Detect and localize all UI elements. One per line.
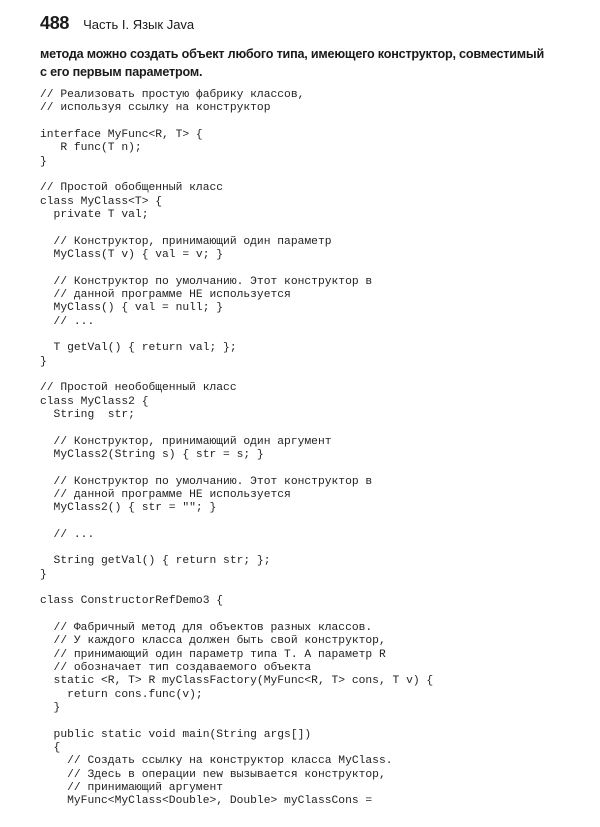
code-line: // принимающий аргумент <box>40 782 224 795</box>
code-line: class MyClass<T> { <box>40 195 163 208</box>
code-line: } <box>40 355 47 368</box>
code-line <box>40 329 433 342</box>
code-line: // Здесь в операции new вызывается конструктор, <box>40 768 386 781</box>
code-line <box>40 582 433 595</box>
code-line: // ... <box>40 315 95 328</box>
intro-line: метода можно создать объект любого типа, имеющего конструктор, совместимый <box>40 47 544 61</box>
code-line: class ConstructorRefDemo3 { <box>40 595 224 608</box>
code-line: // данной программе НЕ используется <box>40 488 291 501</box>
code-line: private T val; <box>40 208 149 221</box>
code-line <box>40 422 433 435</box>
code-line <box>40 516 433 529</box>
code-line: } <box>40 568 47 581</box>
intro-line: с его первым параметром. <box>40 65 203 79</box>
code-line: MyClass(T v) { val = v; } <box>40 248 224 261</box>
code-line: // Конструктор, принимающий один параметр <box>40 235 332 248</box>
code-line: // Конструктор по умолчанию. Этот конструктор в <box>40 275 373 288</box>
code-line: // ... <box>40 528 95 541</box>
code-line <box>40 169 433 182</box>
code-line <box>40 116 433 129</box>
code-line: MyClass() { val = null; } <box>40 302 224 315</box>
code-line: return cons.func(v); <box>40 688 203 701</box>
code-line: // Конструктор по умолчанию. Этот конструктор в <box>40 475 373 488</box>
code-line: // Фабричный метод для объектов разных классов. <box>40 622 373 635</box>
code-line: // обозначает тип создаваемого объекта <box>40 662 312 675</box>
code-line: MyClass2(String s) { str = s; } <box>40 448 264 461</box>
code-line: // Создать ссылку на конструктор класса MyClass. <box>40 755 393 768</box>
code-line: // Реализовать простую фабрику классов, <box>40 89 305 101</box>
code-line: } <box>40 155 47 168</box>
code-line: String getVal() { return str; }; <box>40 555 271 568</box>
code-line: public static void main(String args[]) <box>40 728 312 741</box>
code-line: // Конструктор, принимающий один аргумент <box>40 435 332 448</box>
page-number: 488 <box>40 13 70 33</box>
code-line: } <box>40 702 61 715</box>
page-header <box>40 13 194 37</box>
code-line: class MyClass2 { <box>40 395 149 408</box>
code-line <box>40 262 433 275</box>
code-line: interface MyFunc<R, T> { <box>40 128 203 141</box>
code-line: String str; <box>40 408 135 421</box>
code-line: // используя ссылку на конструктор <box>40 102 271 115</box>
code-line: static <R, T> R myClassFactory(MyFunc<R, T> cons, T v) { <box>40 675 434 688</box>
running-title: Часть I. Язык Java <box>83 17 195 32</box>
code-line <box>40 542 433 555</box>
code-line: MyClass2() { str = ""; } <box>40 502 217 515</box>
code-listing <box>40 89 433 809</box>
code-line: // принимающий один параметр типа T. А параметр R <box>40 648 386 661</box>
code-line <box>40 715 433 728</box>
code-line: // У каждого класса должен быть свой конструктор, <box>40 635 386 648</box>
code-line <box>40 462 433 475</box>
code-line: R func(T n); <box>40 142 142 155</box>
code-line <box>40 369 433 382</box>
code-line: // данной программе НЕ используется <box>40 288 291 301</box>
code-line <box>40 609 433 622</box>
code-line: MyFunc<MyClass<Double>, Double> myClassCons = <box>40 795 373 808</box>
code-line: T getVal() { return val; }; <box>40 342 237 355</box>
code-line: { <box>40 742 61 755</box>
code-line <box>40 222 433 235</box>
code-line: // Простой обобщенный класс <box>40 182 224 195</box>
code-line: // Простой необобщенный класс <box>40 382 237 395</box>
intro-paragraph <box>40 45 570 81</box>
